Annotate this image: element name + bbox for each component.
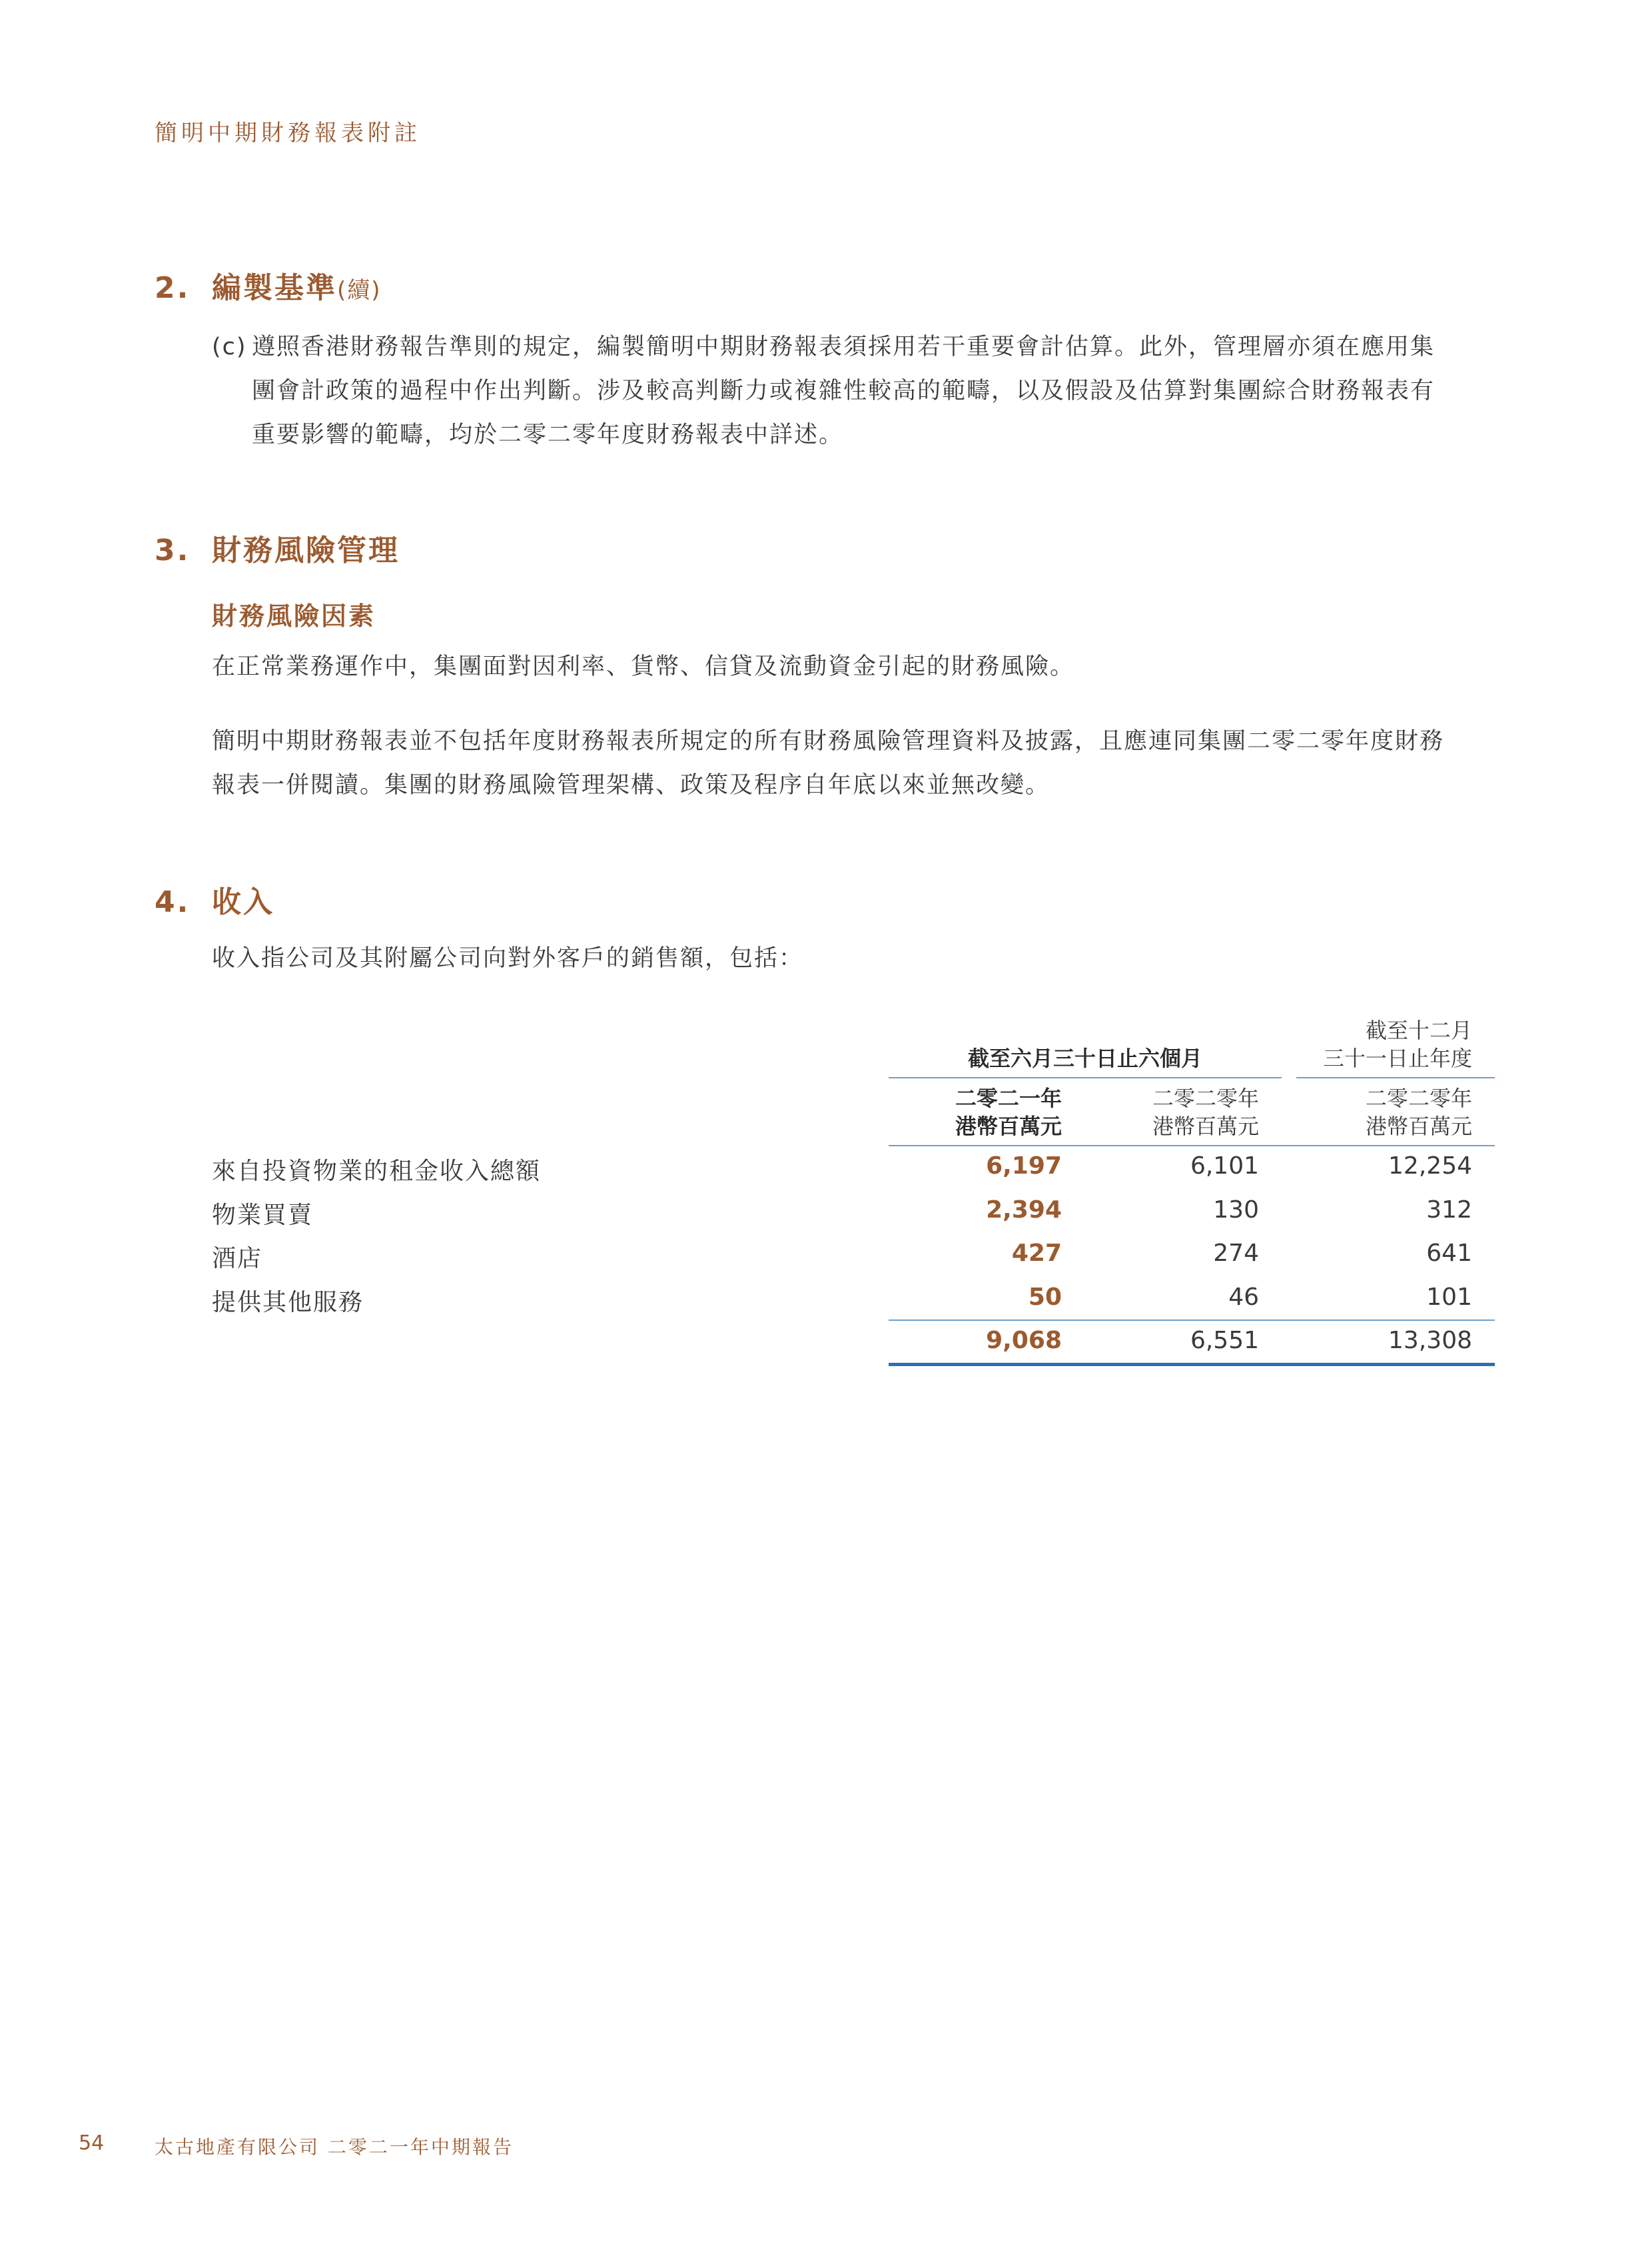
section-2-number: 2.	[155, 271, 191, 305]
footer-publication: 太古地產有限公司 二零二一年中期報告	[155, 2136, 514, 2158]
table-total-cell: 9,068	[986, 1327, 1062, 1354]
paragraph-line: 報表一併閱讀。集團的財務風險管理架構、政策及程序自年底以來並無改變。	[212, 772, 1050, 799]
group-rule-year	[1296, 1077, 1495, 1078]
group-header-year-line-2: 三十一日止年度	[1322, 1046, 1472, 1071]
total-bottom-rule	[889, 1363, 1495, 1366]
section-2-item-c-label: (c)	[212, 334, 247, 360]
running-header: 簡明中期財務報表附註	[155, 120, 421, 147]
paragraph-line: 團會計政策的過程中作出判斷。涉及較高判斷力或複雜性較高的範疇，以及假設及估算對集團綜合財務報表有	[252, 378, 1436, 404]
section-3-title: 財務風險管理	[212, 534, 400, 567]
column-header-unit: 港幣百萬元	[1365, 1114, 1472, 1139]
section-3-paragraph-1	[212, 645, 1074, 689]
table-cell: 6,197	[986, 1152, 1062, 1180]
section-2-title: 編製基準	[212, 271, 337, 305]
table-total-cell: 6,551	[1190, 1327, 1259, 1354]
section-3-number: 3.	[155, 534, 191, 567]
section-2-heading	[155, 264, 382, 306]
section-4-heading	[155, 878, 274, 921]
page-number: 54	[79, 2131, 105, 2155]
table-cell: 427	[1011, 1240, 1062, 1267]
table-row-label: 來自投資物業的租金收入總額	[212, 1158, 542, 1185]
table-cell: 101	[1426, 1284, 1472, 1311]
table-cell: 274	[1213, 1240, 1259, 1267]
section-4-title: 收入	[212, 885, 274, 919]
table-row-label: 物業買賣	[212, 1202, 314, 1229]
section-2-item-c-text	[252, 325, 1435, 457]
group-rule-six-months	[889, 1077, 1282, 1078]
paragraph-line: 重要影響的範疇，均於二零二零年度財務報表中詳述。	[252, 422, 844, 448]
column-header-year: 二零二一年	[955, 1086, 1062, 1111]
paragraph-line: 在正常業務運作中，集團面對因利率、貨幣、信貸及流動資金引起的財務風險。	[212, 653, 1075, 680]
table-cell: 2,394	[986, 1196, 1062, 1224]
paragraph-line: 收入指公司及其附屬公司向對外客戶的銷售額，包括：	[212, 945, 804, 972]
column-header-unit: 港幣百萬元	[1152, 1114, 1259, 1139]
total-top-rule	[889, 1319, 1495, 1321]
section-3-subtitle: 財務風險因素	[212, 601, 376, 631]
table-cell: 6,101	[1190, 1152, 1259, 1180]
header-bottom-rule	[889, 1145, 1495, 1146]
section-3-heading	[155, 526, 400, 569]
section-2-note: (續)	[337, 277, 382, 304]
section-3-paragraph-2	[212, 719, 1444, 807]
paragraph-line: 遵照香港財務報告準則的規定，編製簡明中期財務報表須採用若干重要會計估算。此外，管理層亦須在應用集	[252, 334, 1436, 360]
column-header-unit: 港幣百萬元	[955, 1114, 1062, 1139]
table-cell: 312	[1426, 1196, 1472, 1224]
table-row-label: 提供其他服務	[212, 1289, 364, 1316]
table-cell: 50	[1028, 1284, 1062, 1311]
section-4-intro	[212, 936, 803, 980]
table-cell: 641	[1426, 1240, 1472, 1267]
section-4-number: 4.	[155, 885, 191, 919]
group-header-six-months: 截至六月三十日止六個月	[967, 1046, 1202, 1071]
column-header-year: 二零二零年	[1152, 1086, 1259, 1111]
table-cell: 12,254	[1388, 1152, 1472, 1180]
table-cell: 130	[1213, 1196, 1259, 1224]
paragraph-line: 簡明中期財務報表並不包括年度財務報表所規定的所有財務風險管理資料及披露，且應連同集團二零二零年度財務	[212, 728, 1445, 755]
column-header-year: 二零二零年	[1365, 1086, 1472, 1111]
table-row-label: 酒店	[212, 1245, 263, 1272]
table-total-cell: 13,308	[1388, 1327, 1472, 1354]
table-cell: 46	[1228, 1284, 1259, 1311]
group-header-year-line-1: 截至十二月	[1365, 1018, 1472, 1043]
